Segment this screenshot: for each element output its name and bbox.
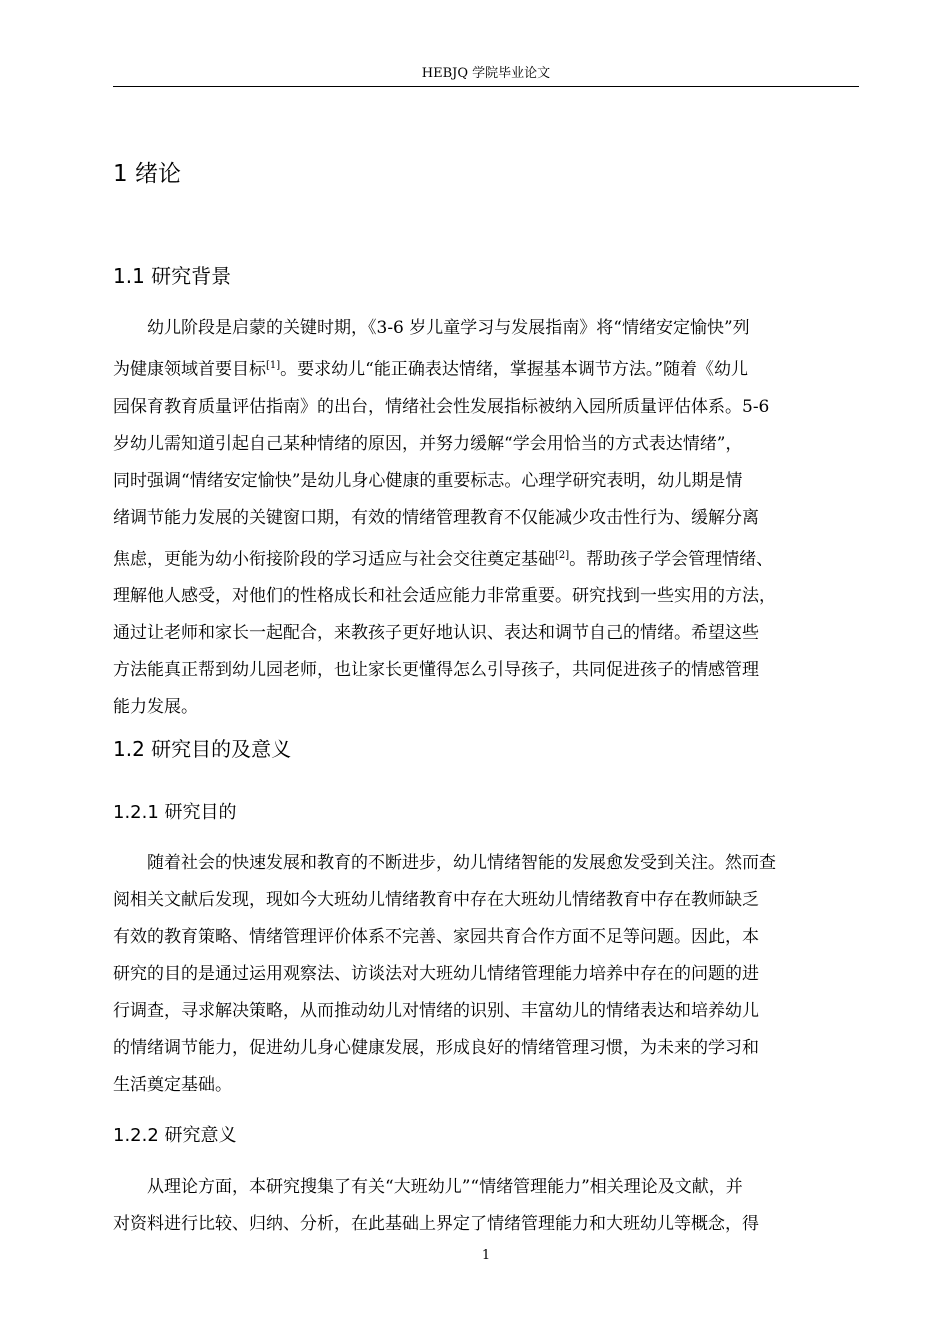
subsection-title-significance: 1.2.2 研究意义 — [113, 1125, 237, 1146]
subsection-title-purpose: 1.2.1 研究目的 — [113, 802, 237, 823]
section-title-purpose-significance: 1.2 研究目的及意义 — [113, 737, 292, 761]
paragraph-line: 有效的教育策略、情绪管理评价体系不完善、家园共育合作方面不足等问题。因此，本 — [113, 927, 759, 947]
citation-marker: [2] — [555, 549, 570, 561]
paragraph-line: 随着社会的快速发展和教育的不断进步，幼儿情绪智能的发展愈发受到关注。然而查 — [147, 853, 776, 873]
paragraph-line: 通过让老师和家长一起配合，来教孩子更好地认识、表达和调节自己的情绪。希望这些 — [113, 623, 759, 644]
paragraph-line: 园保育教育质量评估指南》的出台，情绪社会性发展指标被纳入园所质量评估体系。5-6 — [113, 396, 770, 417]
paragraph-line: 焦虑，更能为幼小衔接阶段的学习适应与社会交往奠定基础[2]。帮助孩子学会管理情绪、 — [113, 549, 774, 570]
paragraph-line: 行调查，寻求解决策略，从而推动幼儿对情绪的识别、丰富幼儿的情绪表达和培养幼儿 — [113, 1001, 759, 1021]
paragraph-line: 绪调节能力发展的关键窗口期，有效的情绪管理教育不仅能减少攻击性行为、缓解分离 — [113, 507, 759, 528]
paragraph-line: 的情绪调节能力，促进幼儿身心健康发展，形成良好的情绪管理习惯，为未来的学习和 — [113, 1038, 759, 1058]
paragraph-background — [113, 310, 861, 726]
paragraph-significance — [113, 1169, 861, 1243]
paragraph-line: 同时强调“情绪安定愉快”是幼儿身心健康的重要标志。心理学研究表明，幼儿期是情 — [113, 470, 743, 491]
paragraph-line: 研究的目的是通过运用观察法、访谈法对大班幼儿情绪管理能力培养中存在的问题的进 — [113, 964, 759, 984]
paragraph-line: 生活奠定基础。 — [113, 1075, 232, 1095]
page-header: HEBJQ 学院毕业论文 — [421, 66, 551, 81]
paragraph-line: 对资料进行比较、归纳、分析，在此基础上界定了情绪管理能力和大班幼儿等概念，得 — [113, 1214, 759, 1234]
paragraph-line: 为健康领域首要目标[1]。要求幼儿“能正确表达情绪，掌握基本调节方法。”随着《幼儿 — [113, 359, 749, 380]
section-title-background: 1.1 研究背景 — [113, 264, 232, 288]
paragraph-line: 能力发展。 — [113, 697, 198, 718]
paragraph-line: 理解他人感受，对他们的性格成长和社会适应能力非常重要。研究找到一些实用的方法， — [113, 586, 776, 607]
paragraph-line: 岁幼儿需知道引起自己某种情绪的原因，并努力缓解“学会用恰当的方式表达情绪”， — [113, 433, 743, 454]
paragraph-line: 阅相关文献后发现，现如今大班幼儿情绪教育中存在大班幼儿情绪教育中存在教师缺乏 — [113, 890, 759, 910]
paragraph-purpose — [113, 845, 861, 1104]
paragraph-line: 幼儿阶段是启蒙的关键时期，《3-6 岁儿童学习与发展指南》将“情绪安定愉快”列 — [147, 318, 750, 338]
citation-marker: [1] — [266, 360, 281, 371]
page-number: 1 — [481, 1248, 491, 1263]
paragraph-line: 方法能真正帮到幼儿园老师，也让家长更懂得怎么引导孩子，共同促进孩子的情感管理 — [113, 660, 759, 681]
header-rule — [113, 86, 859, 87]
chapter-title: 1 绪论 — [113, 161, 181, 187]
paragraph-line: 从理论方面，本研究搜集了有关“大班幼儿”“情绪管理能力”相关理论及文献，并 — [147, 1177, 743, 1197]
